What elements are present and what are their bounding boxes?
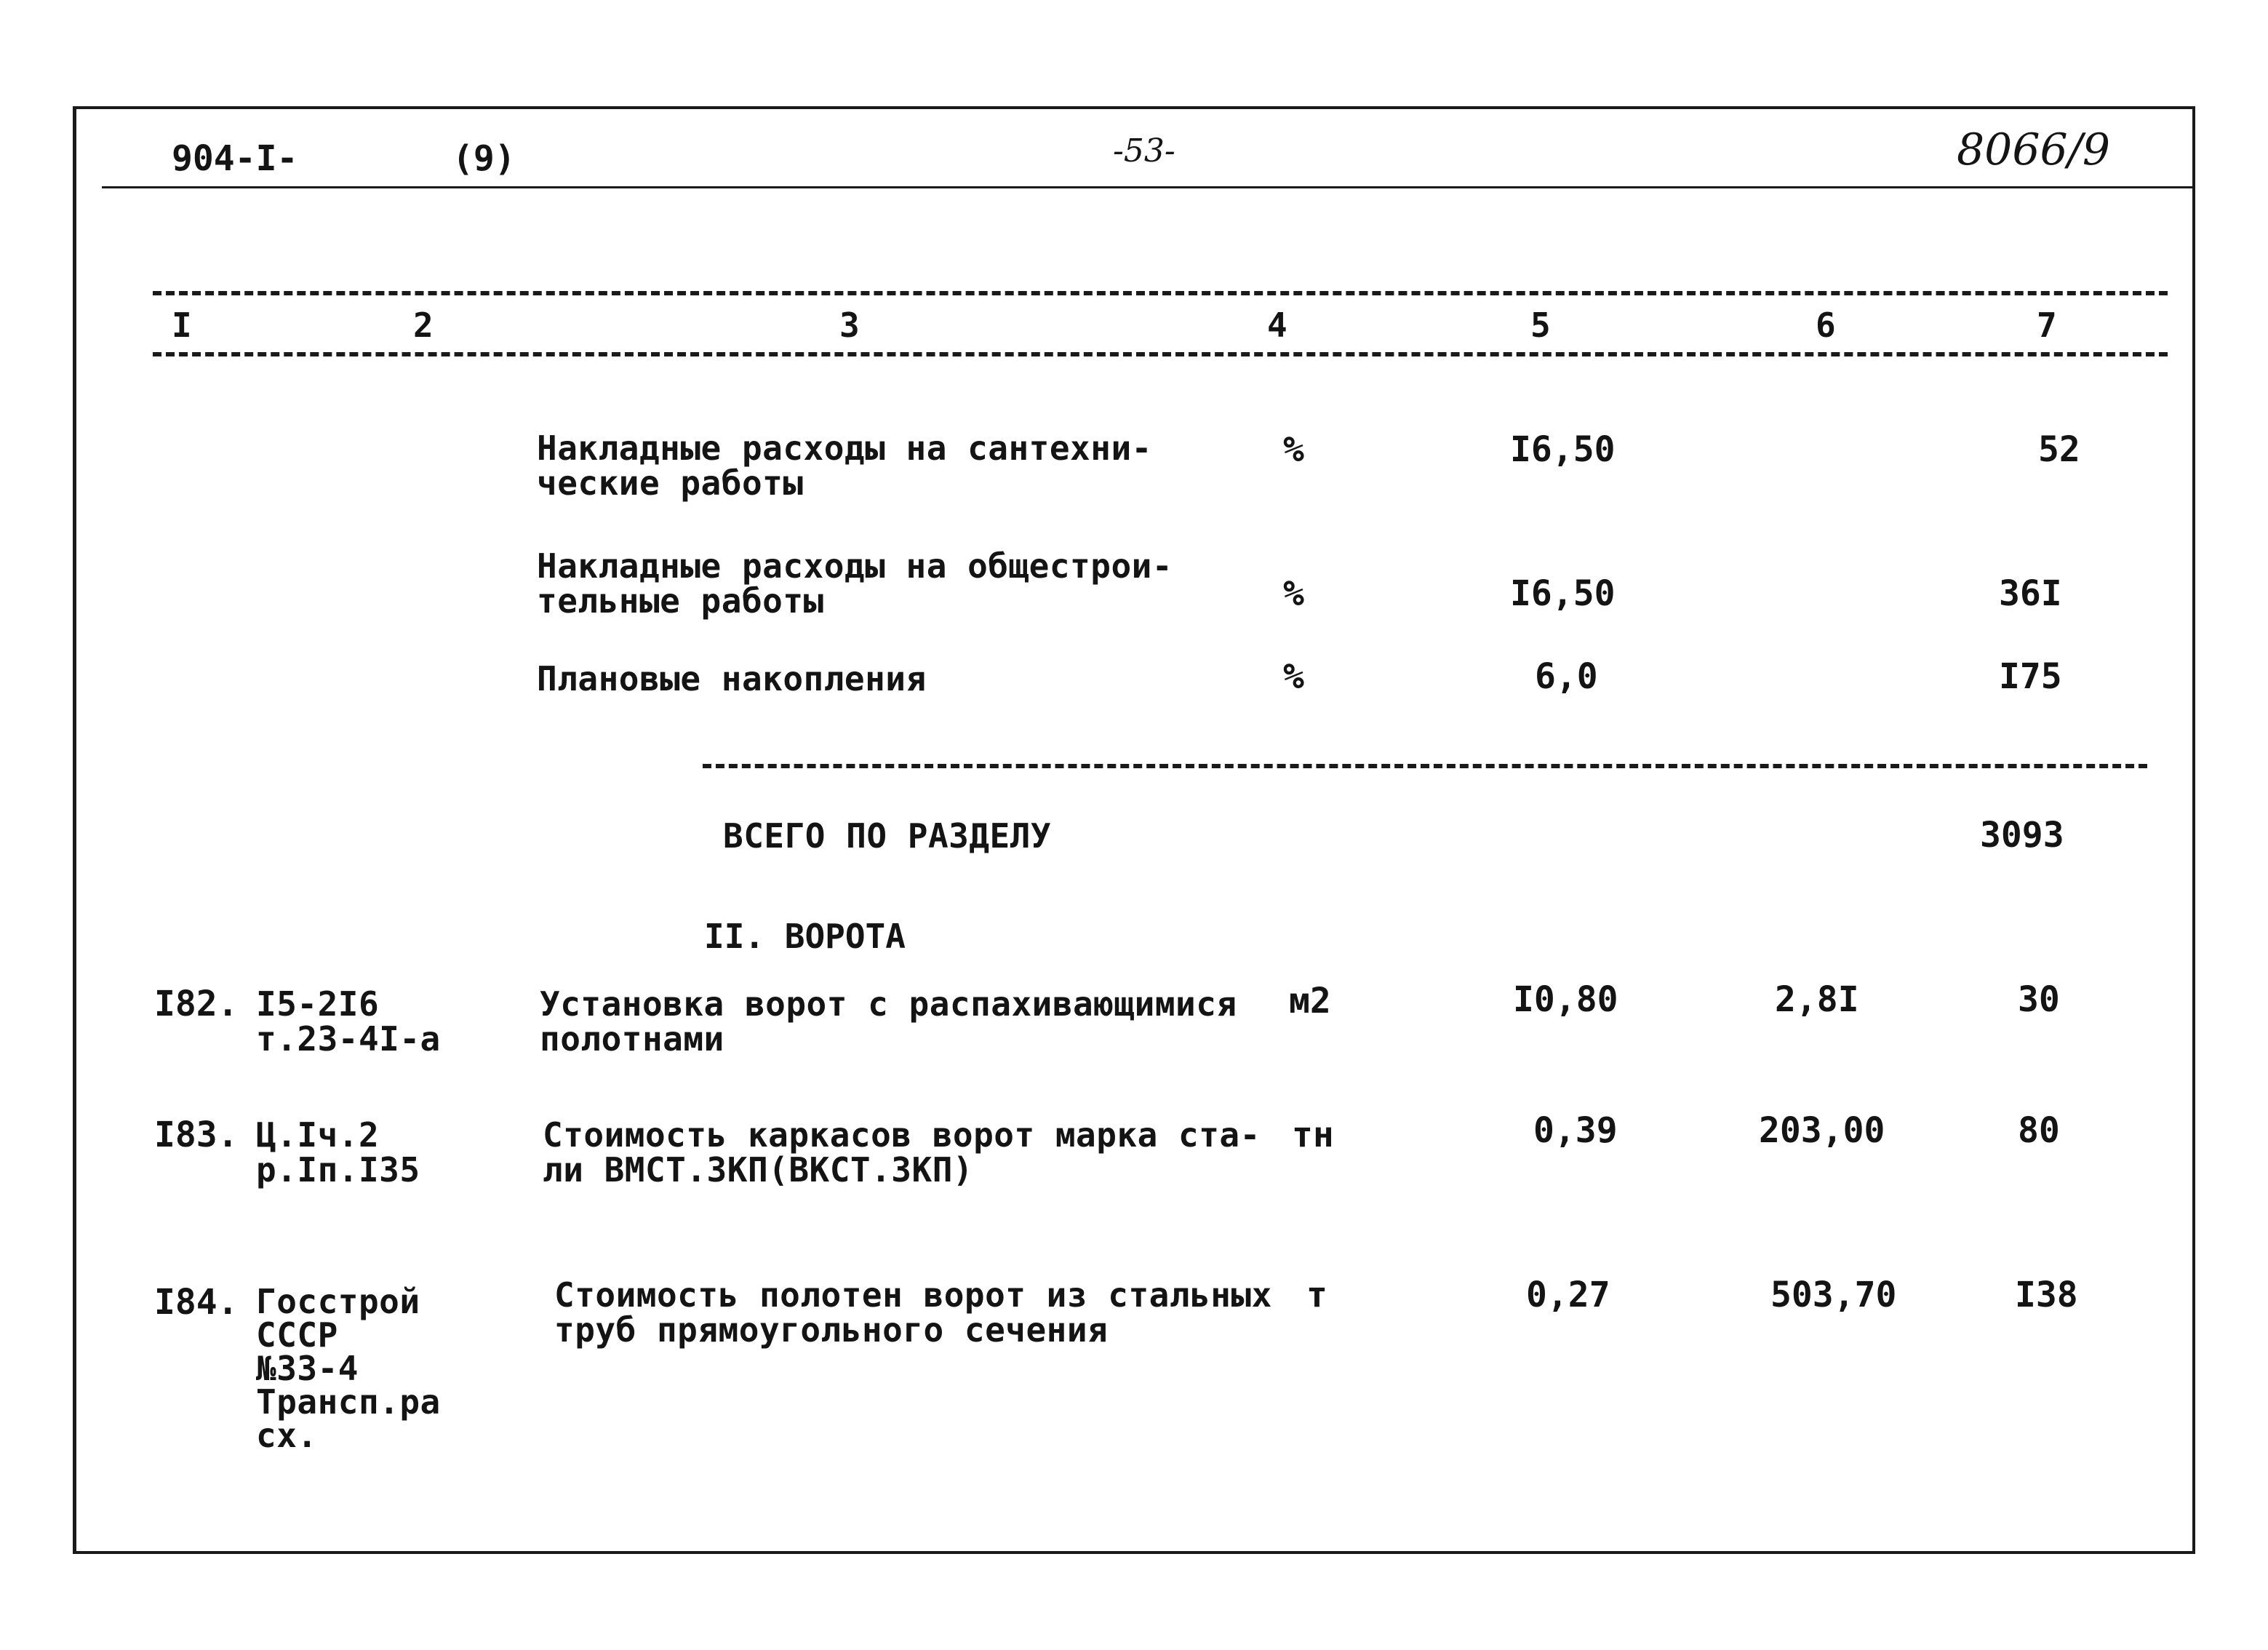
item-184-qty: 0,27 bbox=[1526, 1275, 1610, 1315]
overhead-row-2-unit: % bbox=[1283, 573, 1304, 614]
column-1-number: I bbox=[172, 306, 192, 345]
item-184-reference: Госстрой СССР №33-4 Трансп.ра сх. bbox=[256, 1282, 441, 1455]
column-header-bottom-rule bbox=[153, 352, 2168, 356]
overhead-row-1-total: 52 bbox=[2038, 429, 2080, 470]
overhead-row-1-unit: % bbox=[1283, 429, 1304, 470]
header-rule bbox=[102, 186, 2194, 188]
column-3-number: 3 bbox=[839, 306, 860, 345]
item-184-number: I84. bbox=[154, 1282, 239, 1323]
item-183-qty: 0,39 bbox=[1533, 1110, 1618, 1151]
item-184-price: 503,70 bbox=[1770, 1275, 1897, 1315]
overhead-row-3-unit: % bbox=[1283, 656, 1304, 697]
item-184-name: Стоимость полотен ворот из стальных труб прямоугольного сечения bbox=[554, 1275, 1272, 1350]
frame-top-border bbox=[73, 106, 2195, 109]
item-182-reference: I5-2I6 т.23-4I-а bbox=[256, 984, 441, 1059]
item-182-total: 30 bbox=[2018, 979, 2060, 1020]
inventory-number: 8066/9 bbox=[1957, 124, 2111, 175]
column-4-number: 4 bbox=[1267, 306, 1287, 345]
item-182-unit: м2 bbox=[1289, 981, 1331, 1021]
section-total-rule bbox=[703, 764, 2147, 768]
column-7-number: 7 bbox=[2037, 306, 2057, 345]
frame-right-border bbox=[2192, 106, 2195, 1554]
column-2-number: 2 bbox=[413, 306, 434, 345]
overhead-row-3-qty: 6,0 bbox=[1535, 656, 1598, 697]
item-184-total: I38 bbox=[2015, 1275, 2078, 1315]
frame-bottom-border bbox=[73, 1551, 2195, 1554]
item-183-number: I83. bbox=[154, 1115, 239, 1155]
item-183-total: 80 bbox=[2018, 1110, 2060, 1151]
page-number: -53- bbox=[1113, 132, 1175, 170]
column-5-number: 5 bbox=[1530, 306, 1551, 345]
column-header-top-rule bbox=[153, 291, 2168, 295]
item-183-name: Стоимость каркасов ворот марка ста- ли ВМСТ.3КП(ВКСТ.3КП) bbox=[543, 1115, 1261, 1190]
item-184-unit: т bbox=[1306, 1275, 1327, 1315]
overhead-row-2-qty: I6,50 bbox=[1510, 573, 1616, 614]
frame-left-border bbox=[73, 106, 76, 1554]
issue-number: (9) bbox=[452, 138, 516, 179]
column-6-number: 6 bbox=[1816, 306, 1836, 345]
item-182-name: Установка ворот с распахивающимися полотнами bbox=[540, 984, 1237, 1059]
item-183-reference: Ц.Iч.2 р.Iп.I35 bbox=[256, 1115, 420, 1190]
item-182-price: 2,8I bbox=[1775, 979, 1859, 1020]
overhead-row-2-total: 36I bbox=[1999, 573, 2062, 614]
section-total-value: 3093 bbox=[1980, 815, 2064, 856]
item-183-price: 203,00 bbox=[1759, 1110, 1885, 1151]
doc-code: 904-I- bbox=[172, 138, 298, 179]
overhead-row-3-name: Плановые накопления bbox=[537, 659, 927, 698]
section-total-label: ВСЕГО ПО РАЗДЕЛУ bbox=[723, 816, 1052, 856]
overhead-row-1-qty: I6,50 bbox=[1510, 429, 1616, 470]
item-183-unit: тн bbox=[1292, 1115, 1334, 1155]
section-title: II. ВОРОТА bbox=[704, 917, 906, 956]
item-182-number: I82. bbox=[154, 984, 239, 1024]
item-182-qty: I0,80 bbox=[1513, 979, 1618, 1020]
overhead-row-2-name: Накладные расходы на общестрои- тельные работы bbox=[537, 546, 1173, 621]
overhead-row-1-name: Накладные расходы на сантехни- ческие работы bbox=[537, 429, 1152, 503]
overhead-row-3-total: I75 bbox=[1999, 656, 2062, 697]
